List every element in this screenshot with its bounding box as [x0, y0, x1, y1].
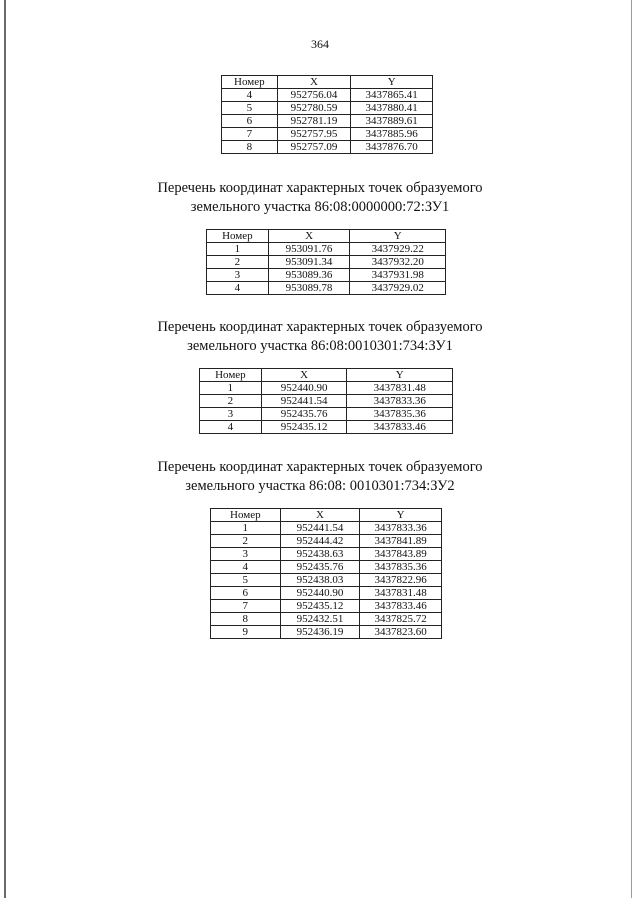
cell-x: 952441.54: [261, 395, 347, 408]
heading-line: земельного участка 86:08:0010301:734:ЗУ1: [187, 338, 453, 354]
cell-number: 7: [211, 600, 281, 613]
coords-table-2: [206, 229, 446, 295]
section-heading-3: [0, 318, 640, 356]
heading-line: Перечень координат характерных точек образуемого: [157, 180, 483, 196]
heading-line: Перечень координат характерных точек образуемого: [157, 459, 483, 475]
cell-x: 952444.42: [280, 535, 360, 548]
coords-table-1: [221, 75, 433, 154]
cell-number: 3: [200, 408, 262, 421]
cell-y: 3437885.96: [351, 128, 433, 141]
col-header-x: X: [268, 230, 350, 243]
table-row: [222, 115, 433, 128]
table-row: [207, 243, 446, 256]
col-header-number: Номер: [200, 369, 262, 382]
cell-y: 3437929.22: [350, 243, 446, 256]
cell-y: 3437931.98: [350, 269, 446, 282]
cell-x: 952781.19: [277, 115, 351, 128]
cell-x: 952435.12: [280, 600, 360, 613]
cell-y: 3437833.36: [360, 522, 442, 535]
heading-line: Перечень координат характерных точек образуемого: [157, 319, 483, 335]
cell-number: 2: [200, 395, 262, 408]
cell-y: 3437825.72: [360, 613, 442, 626]
col-header-number: Номер: [222, 76, 278, 89]
cell-number: 7: [222, 128, 278, 141]
table-row: [200, 421, 453, 434]
table-row: [211, 600, 442, 613]
cell-number: 5: [222, 102, 278, 115]
table-row: [211, 574, 442, 587]
scan-edge-right: [631, 0, 632, 898]
col-header-y: Y: [347, 369, 453, 382]
cell-x: 952435.76: [280, 561, 360, 574]
table-header-row: [200, 369, 453, 382]
cell-x: 953091.76: [268, 243, 350, 256]
table-row: [222, 128, 433, 141]
table-row: [211, 626, 442, 639]
section-heading-4: [0, 458, 640, 496]
cell-y: 3437929.02: [350, 282, 446, 295]
page-number: 364: [311, 37, 329, 51]
col-header-number: Номер: [211, 509, 281, 522]
table-row: [200, 408, 453, 421]
scan-edge-left: [4, 0, 6, 898]
cell-y: 3437831.48: [360, 587, 442, 600]
cell-number: 6: [222, 115, 278, 128]
cell-number: 2: [211, 535, 281, 548]
cell-y: 3437823.60: [360, 626, 442, 639]
table-row: [222, 89, 433, 102]
cell-y: 3437932.20: [350, 256, 446, 269]
cell-number: 5: [211, 574, 281, 587]
cell-number: 1: [207, 243, 269, 256]
heading-line: земельного участка 86:08: 0010301:734:ЗУ2: [185, 478, 455, 494]
cell-x: 953091.34: [268, 256, 350, 269]
table-row: [211, 535, 442, 548]
cell-number: 4: [207, 282, 269, 295]
table-row: [211, 613, 442, 626]
cell-y: 3437843.89: [360, 548, 442, 561]
coords-table-3: [199, 368, 453, 434]
cell-y: 3437822.96: [360, 574, 442, 587]
table-row: [211, 522, 442, 535]
cell-x: 952432.51: [280, 613, 360, 626]
table-row: [222, 141, 433, 154]
table-row: [207, 282, 446, 295]
cell-number: 8: [211, 613, 281, 626]
cell-x: 952440.90: [261, 382, 347, 395]
table-header-row: [211, 509, 442, 522]
table-row: [211, 548, 442, 561]
cell-x: 952435.76: [261, 408, 347, 421]
cell-number: 4: [222, 89, 278, 102]
cell-y: 3437865.41: [351, 89, 433, 102]
table-row: [200, 395, 453, 408]
cell-y: 3437880.41: [351, 102, 433, 115]
cell-y: 3437876.70: [351, 141, 433, 154]
cell-x: 952780.59: [277, 102, 351, 115]
cell-y: 3437833.46: [347, 421, 453, 434]
cell-y: 3437833.46: [360, 600, 442, 613]
cell-x: 952438.03: [280, 574, 360, 587]
cell-y: 3437835.36: [347, 408, 453, 421]
table-row: [211, 587, 442, 600]
cell-y: 3437831.48: [347, 382, 453, 395]
cell-x: 952440.90: [280, 587, 360, 600]
coords-table-4: [210, 508, 442, 639]
table-row: [222, 102, 433, 115]
cell-number: 3: [211, 548, 281, 561]
col-header-y: Y: [360, 509, 442, 522]
cell-x: 952757.95: [277, 128, 351, 141]
col-header-y: Y: [350, 230, 446, 243]
col-header-number: Номер: [207, 230, 269, 243]
cell-x: 952441.54: [280, 522, 360, 535]
cell-x: 952756.04: [277, 89, 351, 102]
table-header-row: [222, 76, 433, 89]
cell-number: 4: [200, 421, 262, 434]
cell-y: 3437841.89: [360, 535, 442, 548]
table-row: [200, 382, 453, 395]
heading-line: земельного участка 86:08:0000000:72:ЗУ1: [190, 199, 450, 215]
col-header-x: X: [277, 76, 351, 89]
cell-number: 1: [211, 522, 281, 535]
cell-number: 2: [207, 256, 269, 269]
cell-number: 6: [211, 587, 281, 600]
cell-y: 3437835.36: [360, 561, 442, 574]
col-header-x: X: [261, 369, 347, 382]
cell-x: 952436.19: [280, 626, 360, 639]
table-row: [211, 561, 442, 574]
section-heading-2: [0, 179, 640, 217]
table-header-row: [207, 230, 446, 243]
cell-number: 1: [200, 382, 262, 395]
table-row: [207, 256, 446, 269]
cell-number: 3: [207, 269, 269, 282]
table-row: [207, 269, 446, 282]
cell-number: 9: [211, 626, 281, 639]
cell-x: 953089.78: [268, 282, 350, 295]
col-header-y: Y: [351, 76, 433, 89]
col-header-x: X: [280, 509, 360, 522]
cell-x: 953089.36: [268, 269, 350, 282]
cell-x: 952435.12: [261, 421, 347, 434]
cell-number: 8: [222, 141, 278, 154]
cell-y: 3437833.36: [347, 395, 453, 408]
cell-x: 952757.09: [277, 141, 351, 154]
cell-y: 3437889.61: [351, 115, 433, 128]
cell-x: 952438.63: [280, 548, 360, 561]
cell-number: 4: [211, 561, 281, 574]
